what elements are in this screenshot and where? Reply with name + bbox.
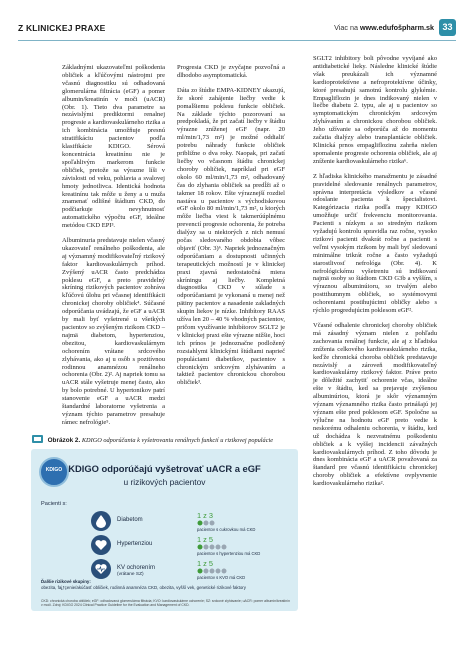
- paragraph: Dáta zo štúdie EMPA-KIDNEY ukazujú, že skoré zahájenie liečby vedie k pomalšiemu poklesu funkcie obličiek. Na základe týchto pozorovaní sa predpokladá, že pri začatí liečby v štádiu výrazne zníženej eGF (napr. 20 ml/min/1,73 m²) je možné oddialiť potrebu náhrady funkcie obličiek približne o dva roky. Naopak, pri začatí liečby vo včasnom štádiu chronickej choroby obličiek, napríklad pri eGF okolo 60 ml/min/1,73 m², odhadovaný čas do zlyhania obličiek sa predĺži až o takmer 18 rokov. Ešte výraznejší rozdiel nastáva u pacientov s východiskovou eGF okolo 80 ml/min/1,73 m², u ktorých môže liečba viest k takmerúúplnému prevencií progresie ochorenia, že potreba dialýzy sa u niektorých z nich nemusí počas sledovaného obdobia vôbec objaviť (Obr. 3)⁶. Napriek jednoznačným odporúčaniam a dostupnosti učinných terapeutických možností je v klinickej praxi zjavná nedostatočná miera skríningu aj liečby. Kompletná diagnostika CKD v súlade s odporúčaniami je vykonaná u menej než pätiny pacientov a nasadenie zakladných skupin liekov je nízke. Inhibítory RAAS užíva len 20 – 40 % vhodných pacientov, pričom využívanie inhibítorov SGLT2 je v klinickej praxi ešte výrazne nižšie, hoci ich prínos je jednoznačne podložený rozsiahlymi klinickými štúdiami naprieč populáciami diabetikov, pacientov s chronickým srdcovým zlyhávaním a taktiež pacientov chronickou chorobou obličiek³.: [177, 86, 285, 387]
- figure-source-note: CKD: chronická choroba obličiek; eGF: odhadovaná glomerulárna filtrácia; KVO: kardiovaskulárne ochorenie; SZ: srdcové zlyhávanie; uACR: pomer albumin/kreatinín v moči. Zdroj: KDIGO 2024 Clinical Practice Guideline for the Evaluation and Management of CKD.: [41, 599, 290, 608]
- paragraph: Progresia CKD je zvyčajne pozvoľná a dlhodobo asymptomatická.: [177, 64, 285, 79]
- text-column-3: [313, 55, 437, 495]
- header-web-url[interactable]: www.edufošpharm.sk: [359, 23, 434, 32]
- risk-name: Diabetom: [117, 517, 143, 523]
- diabetes-drop-icon: [91, 511, 111, 531]
- patients-label: Pacienti s:: [41, 501, 67, 507]
- page-number: 33: [439, 19, 456, 36]
- kdigo-logo-text: KDIGO: [45, 467, 63, 473]
- risk-row-cardiovascular: [91, 559, 291, 581]
- figure-caption-label: Obrázok 2.: [47, 437, 81, 444]
- kdigo-figure: [31, 449, 298, 611]
- paragraph: Albuminuria predstavuje nielen včasný ukazovateľ renálneho poškodenia, ale aj významný modifikovateľný rizikový faktor kardiovaskulárnych príhod. Zvýšený uACR často predchádza poklesu eGF, a preto pravidelný skríning rizikových pacientov zohráva kľúčovú úlohu pri včasnej identifikácii chronickej choroby obličiek⁴. Súčasné odporúčania uvádzajú, že eGF a uACR by mali byť vyšetrené u všetkých pacientov so zvýšeným rizikom CKD – najmä diabetom, hypertenziou, obezitou, kardiovaskulárnym ochorením vrátane srdcového zlyhávania, ako aj u osôb s pozitívnou rodinnou anamnézou renálneho ochorenia (Obr. 2)². Aj napriek tomu sa uACR stále vyšetruje menej často, ako by bolo potrebné. U hypertonikov patrí stanovenie eGF a uACR medzi štandardné laboratorne vyšetrenia a význam týchto parametrov presahuje rámec nefrológie⁵.: [62, 237, 165, 426]
- header-web-prefix: Viac na: [334, 23, 358, 32]
- header-rule: [18, 40, 456, 41]
- people-icon: [197, 568, 257, 574]
- risk-subname: (vrátane SZ): [117, 572, 144, 577]
- other-risk-groups: [41, 579, 291, 591]
- risk-name: KV ochorením: [117, 565, 156, 571]
- risk-row-hypertension: [91, 535, 291, 557]
- other-risk-label: Ďalšie rizikové skupiny:: [41, 579, 91, 584]
- figure-subtitle: u rizikových pacientov: [123, 477, 206, 487]
- other-risk-text: obezita, fajƒçenie/akúčasť obličiek, rodinná anamnéza CKD, obezita, vyšší vek, genetické rizikové faktory: [41, 585, 246, 590]
- paragraph: Včasné odhalenie chronickej choroby obličiek má zásadný význam nielen z pohľadu zachovania renálnej funkcie, ale aj z hľadiska zníženia celkového kardiovaskulárneho rizika, keďže chronická choroba obličiek predstavuje nezávislý a zároveň modifikovateľný kardiovaskulárny rizikový faktor. Práve preto je dôležité zachytiť ochorenie včas, ideálne ešte v štádiu, ked sa prejavuje zvýšenou albuminúriou, ktorá je skôr významným význam významného rizika často prinášajú jej význam ešte pred poklesom eGF. Spoločne sa výlučne na hodnotu eGF preto vedie k neskorému odhaleniu ochorenia, v štádiu, ked už dochádza k nezvratnému poškodeniu obličiek a k vyššej incidencii závažných kardiovaskulárnych príhod. Z toho dôvodu je dnes kombinácia eGF a uACR považovaná za štandard pre včasnú identifikáciu chronickej choroby obličiek a efektívne ovplyvnenie kardiovaskulárneho rizika².: [313, 322, 437, 488]
- people-icon: [197, 520, 257, 526]
- risk-description: pacientov s cukrovkou má CKD: [197, 527, 256, 532]
- risk-ratio: 1 z 3: [197, 511, 214, 520]
- risk-description: pacientov s hypertenziou má CKD: [197, 551, 261, 556]
- heart-icon: [91, 559, 111, 579]
- risk-ratio: 1 z 5: [197, 559, 214, 568]
- people-icon: [197, 544, 257, 550]
- text-column-1: [62, 64, 165, 434]
- figure-marker-icon: [32, 435, 43, 443]
- page-header: [18, 20, 456, 36]
- paragraph: Z hľadiska klinického manažmentu je zásadné pravidelné sledovanie renálnych parametrov, správna interpretácia výsledkov a včasné odoslanie pacienta k špecialistovi. Kategórizacia rizika podľa mapy KDIGO umožňuje určiť frekvenciu monitorovania. Pacienti s nízkym a so stredným rizikom vyžadujú kontrolu spravidla raz ročne, vysoko rizikoví pacienti dvakrát ročne a pacienti s veľmi vysokým rizikom by mali byť sledovaní minimálne trikrát ročne a často vyžadujú starostlivosť nefrológa (Obr. 4). K nefrológickému vyšetreniu sú indikovaní najmä osoby so štádiom CKD G3b a vyšším, s výraznou albuminúioru, so trvalým alebo posttthumnym obličiek, so systémovymi ochoreniami postihujúcimi obličky alebo s rýchlo progredujúcim poklesom eGF².: [313, 172, 437, 315]
- header-website: [334, 23, 434, 32]
- heart-pulse-icon: [91, 535, 111, 555]
- figure-title: KDIGO odporúčajú vyšetrovať uACR a eGF: [68, 463, 261, 474]
- section-label: Z KLINICKEJ PRAXE: [18, 23, 106, 33]
- paragraph: SGLT2 inhibitory boli pôvodne vyvíjané ako antidiabetické lieky. Následne klinické štúdie však preukázali ich významné kardioprotektívne a nefroprotektívne účinky, ktoré presahujú samotnú kontrolu glykémie. Empagliflozin je dnes indikovaný nielen v liečbe diabetu 2. typu, ale aj u pacientov so symptomatickým chronickým srdcovým zlyhávaním a chronickou chorobou obličiek. Jeho užívanie sa odporúča až do momentu začatia dialýzy alebo transplantácie obličiek. Klinická prnos empagliflozinu zahrňa nielen spomalenie progresie ochorenia obličiek, ale aj zníženie kardiovaskulárneho rizika⁶.: [313, 55, 437, 165]
- figure-caption: [32, 435, 297, 445]
- text-column-2: [177, 64, 285, 394]
- risk-row-diabetes: [91, 511, 291, 533]
- risk-name: Hypertenziou: [117, 541, 153, 547]
- risk-description: pacientov s KVO má CKD: [197, 575, 246, 580]
- risk-ratio: 1 z 5: [197, 535, 214, 544]
- paragraph: Základnými ukazovateľmi poškodenia obličiek a kľúčovými nástrojmi pre včasnú diagnostiku sú odhadovaná glomerulárna filtrácia (eGF) a pomer albumin/kreatinín v moči (uACR) (Obr. 1). Tieto dva parametre sa nezávislými prediktormi renalnej progresie a kardiovaskulárneho rizika a ich kombinácia umožňuje presnú stratifikáciu pacientov podľa klasifikácie KDIGO. Sérová koncentrácia kreatinínu nie je spoľahlivým markerom funkcie obličiek, pretože sa výrazne líši v závislosti od veku, pohlavia a svalovej hmoty jednotlivca. Identická hodnota kreatinínu tak môže u ženy a u muža znamenať odlišné štádium CKD, do podčiarkuje nevyhnutnosť automatického výpočtu eGF, ideálne metódou CKD EPI³.: [62, 64, 165, 230]
- figure-caption-text: KDIGO odporúčania k vyšetrovaniu renálnych funkcií u rizikovej populácie: [81, 437, 274, 444]
